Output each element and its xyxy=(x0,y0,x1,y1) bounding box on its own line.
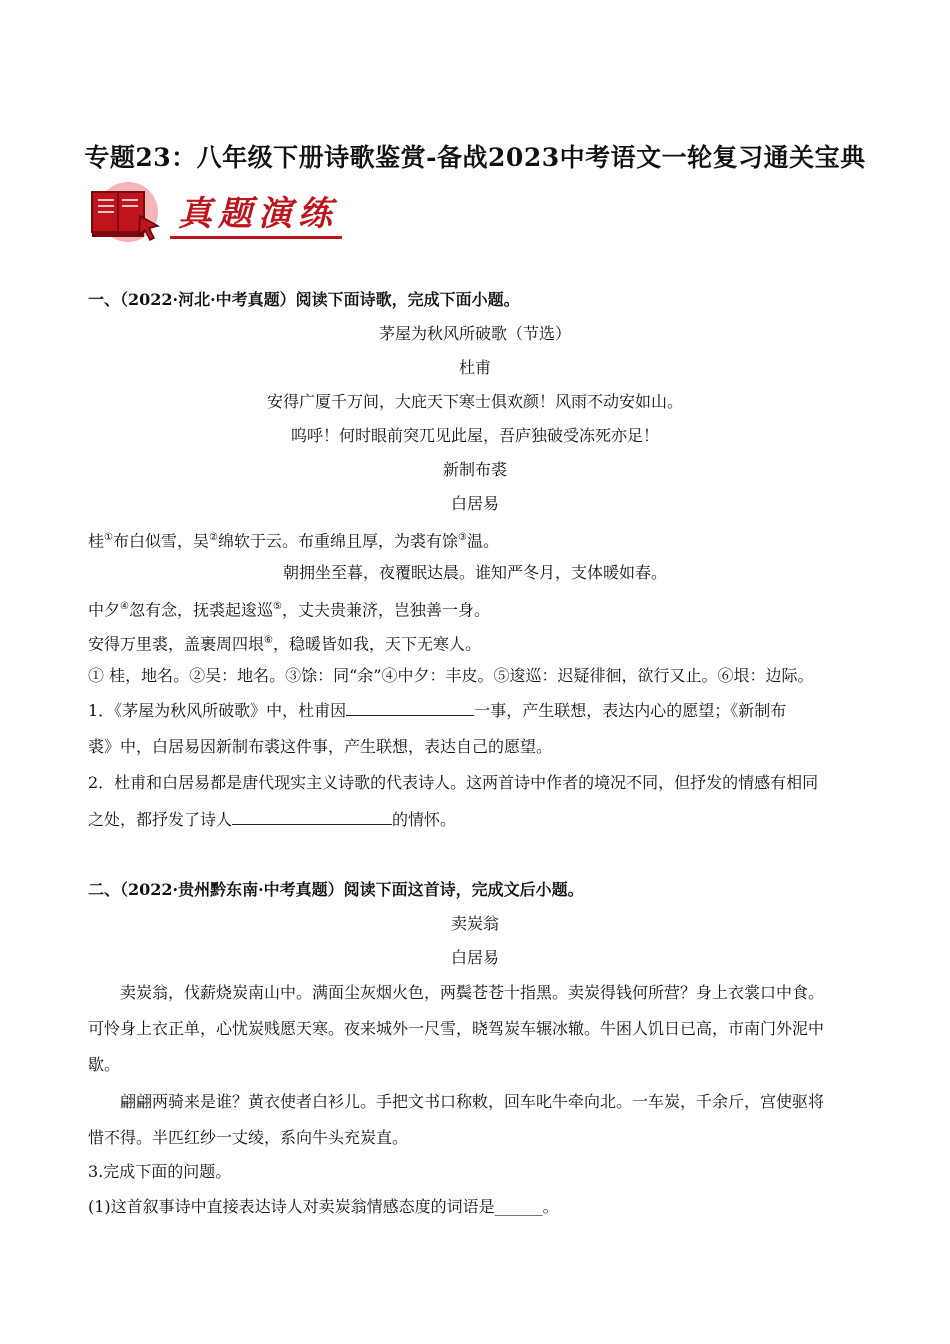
answer-blank-1[interactable] xyxy=(346,701,474,716)
q1-poem1-line2: 呜呼！何时眼前突兀见此屋，吾庐独破受冻死亦足！ xyxy=(290,426,659,445)
banner-label: 真题演练 xyxy=(178,194,338,234)
q2-item3-1: (1)这首叙事诗中直接表达诗人对卖炭翁情感态度的词语是______。 xyxy=(88,1197,559,1216)
q1-poem2-title: 新制布裘 xyxy=(442,460,507,479)
q1-poem2-line2: 朝拥坐至暮，夜覆眠达晨。谁知严冬月，支体暖如春。 xyxy=(282,563,667,582)
q2-para2-line1: 翩翩两骑来是谁？黄衣使者白衫儿。手把文书口称敕，回车叱牛牵向北。一车炭，千余斤，宫使驱将 xyxy=(120,1092,825,1111)
q1-poem1-author: 杜甫 xyxy=(458,358,491,377)
q1-poem2-line1: 桂①布白似雪，吴②绵软于云。布重绵且厚，为裘有馀③温。 xyxy=(88,531,499,551)
banner-underline xyxy=(170,236,342,239)
q1-item1-line1: 1．《茅屋为秋风所破歌》中，杜甫因 一事，产生联想，表达内心的愿望；《新制布 xyxy=(88,701,787,720)
q2-item3: 3.完成下面的问题。 xyxy=(88,1162,232,1181)
answer-blank-3[interactable]: ______ xyxy=(494,1197,543,1216)
q1-item1-line2: 裘》中，白居易因新制布裘这件事，产生联想，表达自己的愿望。 xyxy=(88,737,553,756)
q2-para1-line1: 卖炭翁，伐薪烧炭南山中。满面尘灰烟火色，两鬓苍苍十指黑。卖炭得钱何所营？身上衣裳口中食。 xyxy=(120,983,825,1002)
q1-poem2-line3: 中夕④忽有念，抚裘起逡巡⑤，丈夫贵兼济，岂独善一身。 xyxy=(88,600,490,620)
book-pointer-icon xyxy=(86,180,170,248)
q2-para1-line2: 可怜身上衣正单，心忧炭贱愿天寒。夜来城外一尺雪，晓驾炭车辗冰辙。牛困人饥日已高，市南门外泥中 xyxy=(88,1019,825,1038)
q1-item2-line2: 之处，都抒发了诗人 的情怀。 xyxy=(88,810,457,829)
q1-item2-line1: 2．杜甫和白居易都是唐代现实主义诗歌的代表诗人。这两首诗中作者的境况不同，但抒发的情感有相同 xyxy=(88,773,819,792)
q2-para2-line2: 惜不得。半匹红纱一丈绫，系向牛头充炭直。 xyxy=(88,1128,409,1147)
q1-poem1-line1: 安得广厦千万间，大庇天下寒士俱欢颜！风雨不动安如山。 xyxy=(266,392,683,411)
q1-notes: ① 桂，地名。②吴：地名。③馀：同“余”④中夕：丰皮。⑤逡巡：迟疑徘徊，欲行又止。⑥垠：边际。 xyxy=(88,666,814,685)
q1-poem1-title: 茅屋为秋风所破歌（节选） xyxy=(378,324,571,343)
q2-poem-title: 卖炭翁 xyxy=(450,914,499,933)
q2-para1-line3: 歇。 xyxy=(88,1055,121,1074)
q1-poem2-line4: 安得万里裘，盖裹周四垠⑥，稳暖皆如我，天下无寒人。 xyxy=(88,634,481,654)
q1-poem2-author: 白居易 xyxy=(450,494,499,513)
q1-header: 一、（2022·河北·中考真题）阅读下面诗歌，完成下面小题。 xyxy=(88,290,520,309)
section-banner xyxy=(86,180,346,248)
q2-poem-author: 白居易 xyxy=(450,948,499,967)
page-title: 专题23：八年级下册诗歌鉴赏-备战2023中考语文一轮复习通关宝典 xyxy=(84,143,866,172)
q2-header: 二、（2022·贵州黔东南·中考真题）阅读下面这首诗，完成文后小题。 xyxy=(88,880,584,899)
answer-blank-2[interactable] xyxy=(232,810,392,825)
